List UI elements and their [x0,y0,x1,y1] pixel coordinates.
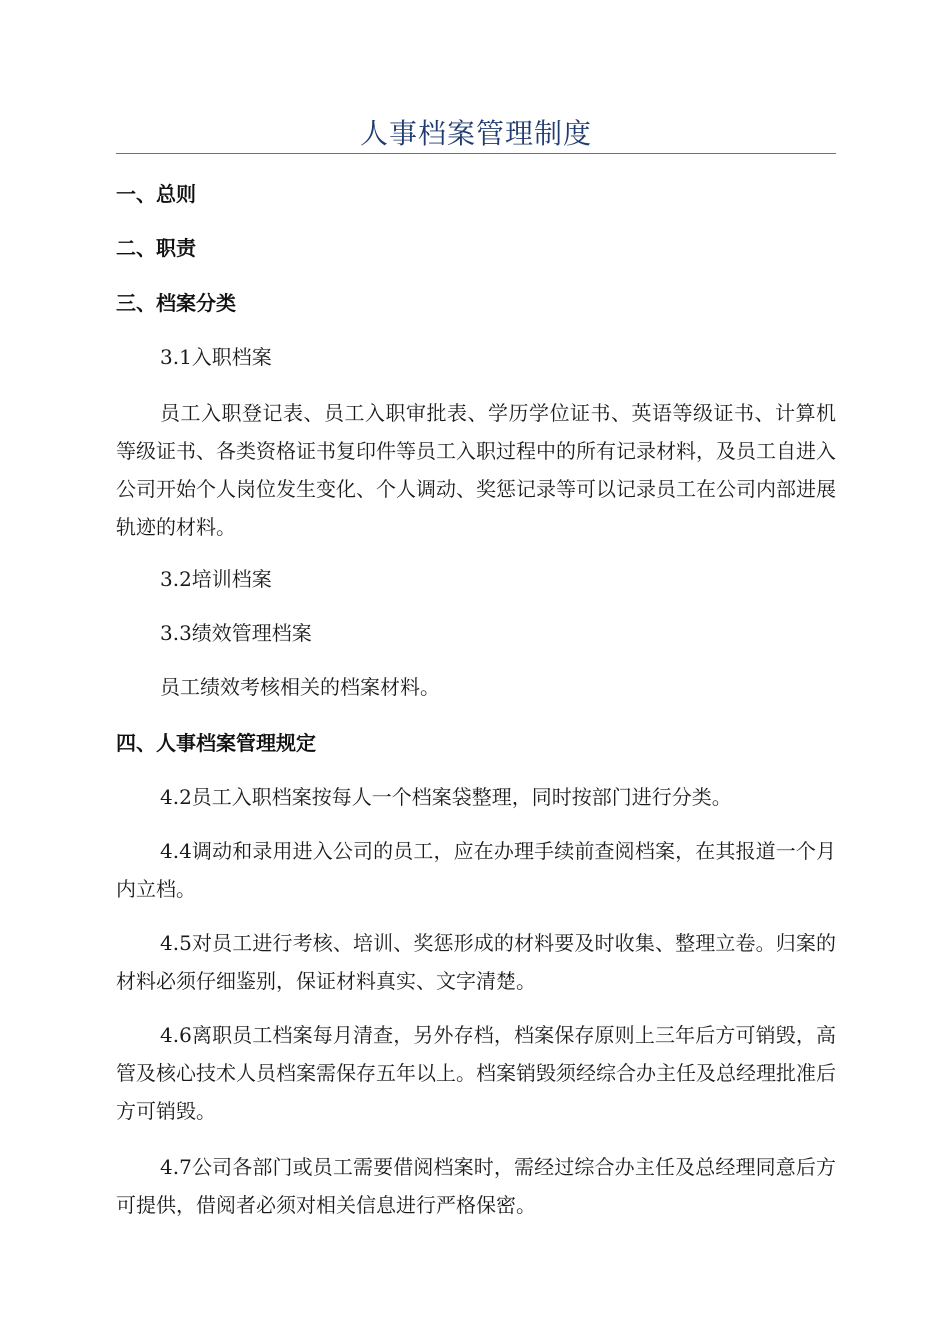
document-title: 人事档案管理制度 [359,117,592,150]
paragraph-rule-4-6: 4.6离职员工档案每月清查，另外存档，档案保存原则上三年后方可销毁，高管及核心技术人员档案需保存五年以上。档案销毁须经综合办主任及总经理批准后方可销毁。 [116,1023,836,1123]
paragraph-onboarding-archive: 员工入职登记表、员工入职审批表、学历学位证书、英语等级证书、计算机等级证书、各类资格证书复印件等员工入职过程中的所有记录材料，及员工自进入公司开始个人岗位发生变化、个人调动、奖惩记录等可以记录员工在公司内部进展轨迹的材料。 [116,401,836,539]
paragraph-rule-4-7: 4.7公司各部门或员工需要借阅档案时，需经过综合办主任及总经理同意后方可提供，借阅者必须对相关信息进行严格保密。 [116,1155,836,1217]
section-heading-general: 一、总则 [116,182,196,206]
title-underline [116,153,836,154]
paragraph-performance-archive: 员工绩效考核相关的档案材料。 [160,675,440,699]
paragraph-rule-4-4: 4.4调动和录用进入公司的员工，应在办理手续前查阅档案，在其报道一个月内立档。 [116,839,836,901]
document-page [116,0,836,1344]
subheading-training-archive: 3.2培训档案 [160,567,272,591]
subheading-performance-archive: 3.3绩效管理档案 [160,621,312,645]
section-heading-duties: 二、职责 [116,236,196,260]
paragraph-rule-4-2: 4.2员工入职档案按每人一个档案袋整理，同时按部门进行分类。 [160,785,732,809]
section-heading-classification: 三、档案分类 [116,291,236,315]
subheading-onboarding-archive: 3.1入职档案 [160,345,272,369]
paragraph-rule-4-5: 4.5对员工进行考核、培训、奖惩形成的材料要及时收集、整理立卷。归案的材料必须仔细鉴别，保证材料真实、文字清楚。 [116,931,836,993]
section-heading-regulations: 四、人事档案管理规定 [116,731,316,755]
